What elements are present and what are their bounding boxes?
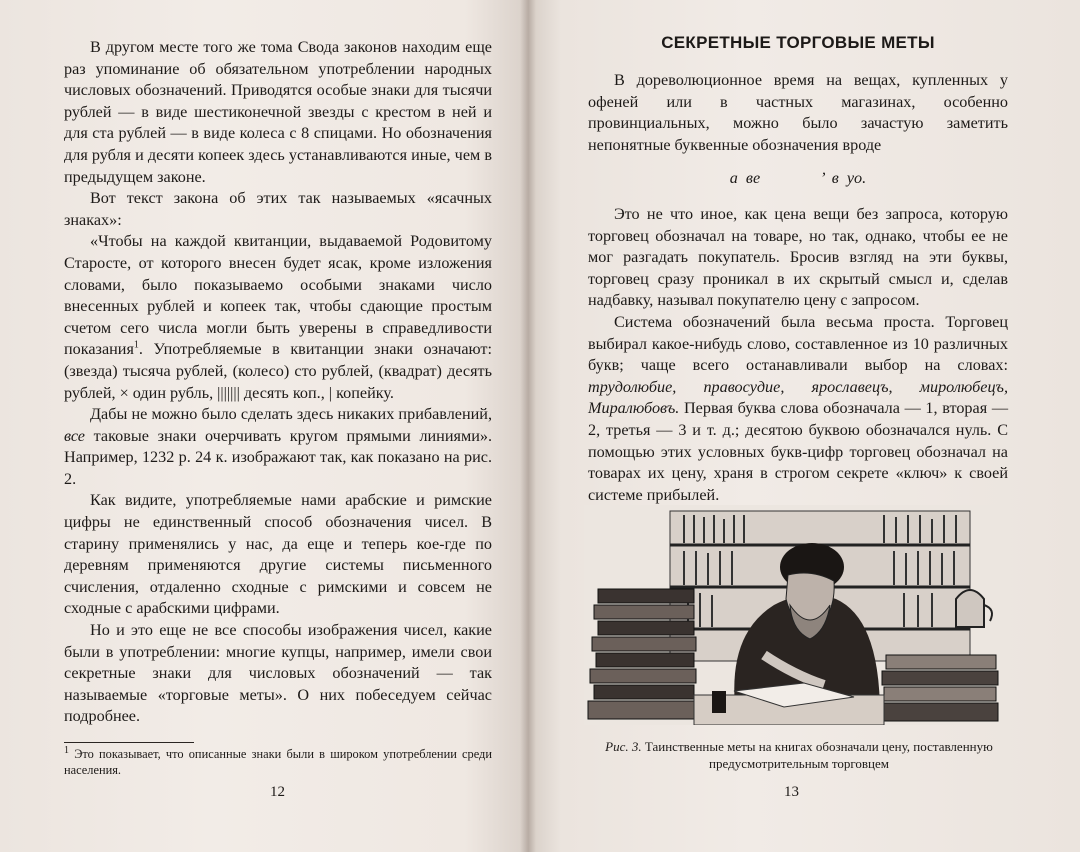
merchant-illustration bbox=[584, 505, 1004, 725]
paragraph: Но и это еще не все способы изображения чисел, какие были в употреблении: многие купцы, например, имели свои секретные знаки для числовых обозначений — так называемые «торговые меты». О них побеседуем сейчас подробнее. bbox=[64, 621, 492, 726]
law-quote-continued: Употребляемые в квитанции знаки означают: (звезда) тысяча рублей, (колесо) сто рублей, (квадрат) десять рублей, × один рубль, ||||||| десять коп., | копейку. bbox=[64, 340, 492, 402]
figure-caption bbox=[584, 738, 1014, 772]
paragraph: В дореволюционное время на вещах, купленных у офеней или в частных магазинах, особенно провинциальных, можно было зачастую заметить непонятные буквенные обозначения вроде bbox=[588, 71, 1008, 154]
emphasis-word: все bbox=[64, 426, 85, 445]
code-words: трудолюбие, правосудие, ярославецъ, миролюбецъ, Миралюбовъ. bbox=[588, 377, 1008, 418]
footnote bbox=[64, 746, 492, 778]
paragraph-text: таковые знаки очерчивать кругом прямыми линиями». Например, 1232 р. 24 к. изображают так, как показано на рис. 2. bbox=[64, 426, 492, 488]
footnote-text: Это показывает, что описанные знаки были в широком употреблении среди населения. bbox=[64, 747, 492, 777]
book-stack-right bbox=[880, 655, 998, 721]
code-part: а ве bbox=[729, 169, 761, 188]
right-page bbox=[528, 0, 1080, 852]
left-page bbox=[0, 0, 528, 852]
law-quote-text: «Чтобы на каждой квитанции, выдаваемой Родовитому Старосте, от которого внесен будет ясак, кроме изложения словами, было показываемо особыми знаками число внесенных рублей и копеек так, чтобы сдающие простым счетом сего числа могли быть уверены в справедливости показания bbox=[64, 232, 492, 359]
law-quote-paragraph: «Чтобы на каждой квитанции, выдаваемой Родовитому Старосте, от которого внесен будет ясак, кроме изложения словами, было показываемо особыми знаками число внесенных рублей и копеек так, чтобы сдающие простым счетом сего числа могли быть уверены в справедливости показания$^1$. Употребляемые в квитанции знаки означают: (звезда) тысяча рублей, (колесо) сто рублей, (квадрат) десять рублей, × один рубль, ||||||| десять коп., | копейку. bbox=[64, 232, 492, 402]
paragraph: Вот текст закона об этих так называемых «ясачных знаках»: bbox=[64, 189, 492, 229]
book-gutter bbox=[520, 0, 536, 852]
page-number: 12 bbox=[270, 784, 285, 800]
code-part: в уо. bbox=[831, 169, 867, 188]
caption-text: Таинственные меты на книгах обозначали цену, поставленную предусмотрительным торговцем bbox=[644, 739, 993, 771]
chapter-heading: СЕКРЕТНЫЕ ТОРГОВЫЕ МЕТЫ bbox=[661, 33, 935, 52]
code-mark: ’ bbox=[820, 169, 824, 188]
left-text-column bbox=[64, 37, 492, 728]
paragraph: Как видите, употребляемые нами арабские и римские цифры не единственный способ обозначения чисел. В старину применялись у нас, да еще и теперь кое-где по деревням применяются другие системы письменного счисления, отдаленно сходные с римскими и совсем не сходные с арабскими цифрами. bbox=[64, 491, 492, 618]
caption-label: Рис. 3. bbox=[605, 739, 642, 754]
footnote-marker: 1 bbox=[133, 339, 139, 351]
paragraph: Это не что иное, как цена вещи без запроса, которую торговец обозначал на товаре, но так, однако, чтобы ее не мог разгадать покупатель. Бросив взгляд на эти буквы, торговец сразу проникал в их скрытый смысл и, сделав надбавку, называл покупателю цену с запросом. bbox=[588, 204, 1008, 310]
footnote-number: 1 bbox=[64, 744, 69, 756]
paragraph: В другом месте того же тома Свода законов находим еще раз упоминание об обязательном употреблении народных числовых обозначений. Приводятся особые знаки для тысячи рублей — в виде шестиконечной звезды с крестом в ней и для ста рублей — в виде колеса с 8 спицами. Но обозначения для рубля и десяти копеек здесь устанавливаются иные, чем в предыдущем законе. bbox=[64, 38, 492, 186]
book-stack-left bbox=[588, 589, 696, 719]
paragraph bbox=[64, 404, 492, 490]
paragraph-text: Первая буква слова обозначала — 1, вторая — 2, третья — 3 и т. д.; десятою буквою обозначался нуль. С помощью этих условных букв-цифр торговец обозначал на товарах их цену, храня в строгом секрете «ключ» к своей системе прибылей. bbox=[588, 399, 1009, 504]
paragraph-text: Система обозначений была весьма проста. Торговец выбирал какое-нибудь слово, составленное из 10 различных букв; чаще всего останавливали выбор на словах: bbox=[588, 312, 1008, 375]
footnote-rule bbox=[64, 742, 194, 743]
paragraph-text: Дабы не можно было сделать здесь никаких прибавлений, bbox=[90, 405, 492, 424]
paragraph bbox=[588, 312, 1008, 506]
right-text-column bbox=[588, 70, 1008, 506]
price-code-example bbox=[588, 168, 1008, 190]
page-number: 13 bbox=[784, 784, 799, 800]
